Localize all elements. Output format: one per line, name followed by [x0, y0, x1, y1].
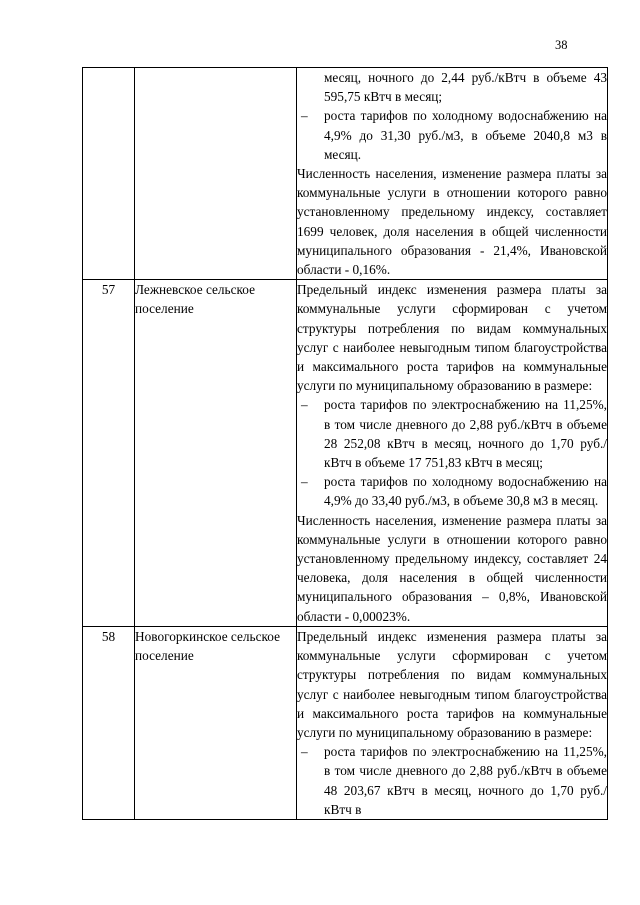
table-row — [83, 626, 608, 819]
table-row — [83, 68, 608, 280]
continuation-text: месяц, ночного до 2,44 руб./кВтч в объеме 43 595,75 кВтч в месяц; — [324, 70, 607, 105]
settlement-name — [135, 68, 297, 280]
population-text: Численность населения, изменение размера платы за коммунальные услуги в отношении которого равно установленному предельному индексу, составляет 24 человека, доля населения в общей численности муниципального образования – 0,8%, Ивановской области - 0,00023%. — [297, 512, 607, 624]
list-item — [297, 472, 607, 510]
list-item-text: роста тарифов по холодному водоснабжению на 4,9% до 33,40 руб./м3, в объеме 30,8 м3 в месяц. — [324, 474, 607, 509]
page-number: 38 — [555, 38, 568, 52]
settlement-name: Новогоркинское сельское поселение — [135, 626, 297, 819]
tariff-description — [297, 68, 608, 280]
dash-marker: – — [301, 474, 308, 490]
population-text: Численность населения, изменение размера платы за коммунальные услуги в отношении которого равно установленному предельному индексу, составляет 1699 человек, доля населения в общей численности муниципального образования - 21,4%, Ивановской области - 0,16%. — [297, 166, 607, 278]
list-item — [297, 742, 607, 819]
tariff-description — [297, 626, 608, 819]
intro-text: Предельный индекс изменения размера платы за коммунальные услуги сформирован с учетом структуры потребления по видам коммунальных услуг с наиболее невыгодным типом благоустройства и максимального роста тарифов на коммунальные услуги по муниципальному образованию в размере: — [297, 282, 607, 394]
dash-marker: – — [301, 744, 308, 760]
settlement-name: Лежневское сельское поселение — [135, 280, 297, 627]
tariff-table — [82, 67, 608, 820]
list-item-text: роста тарифов по холодному водоснабжению на 4,9% до 31,30 руб./м3, в объеме 2040,8 м3 в месяц. — [324, 108, 607, 162]
list-item — [297, 395, 607, 472]
list-item — [297, 106, 607, 164]
intro-text: Предельный индекс изменения размера платы за коммунальные услуги сформирован с учетом структуры потребления по видам коммунальных услуг с наиболее невыгодным типом благоустройства и максимального роста тарифов на коммунальные услуги по муниципальному образованию в размере: — [297, 628, 607, 740]
dash-marker: – — [301, 108, 308, 124]
row-number: 57 — [83, 280, 135, 627]
row-number: 58 — [83, 626, 135, 819]
list-item-text: роста тарифов по электроснабжению на 11,25%, в том числе дневного до 2,88 руб./кВтч в объеме 48 203,67 кВтч в месяц, ночного до 1,70 руб./кВтч в — [324, 744, 607, 817]
table-row — [83, 280, 608, 627]
dash-marker: – — [301, 397, 308, 413]
tariff-description — [297, 280, 608, 627]
row-number — [83, 68, 135, 280]
list-item-text: роста тарифов по электроснабжению на 11,25%, в том числе дневного до 2,88 руб./кВтч в объеме 28 252,08 кВтч в месяц, ночного до 1,70 руб./кВтч в объеме 17 751,83 кВтч в месяц; — [324, 397, 607, 471]
